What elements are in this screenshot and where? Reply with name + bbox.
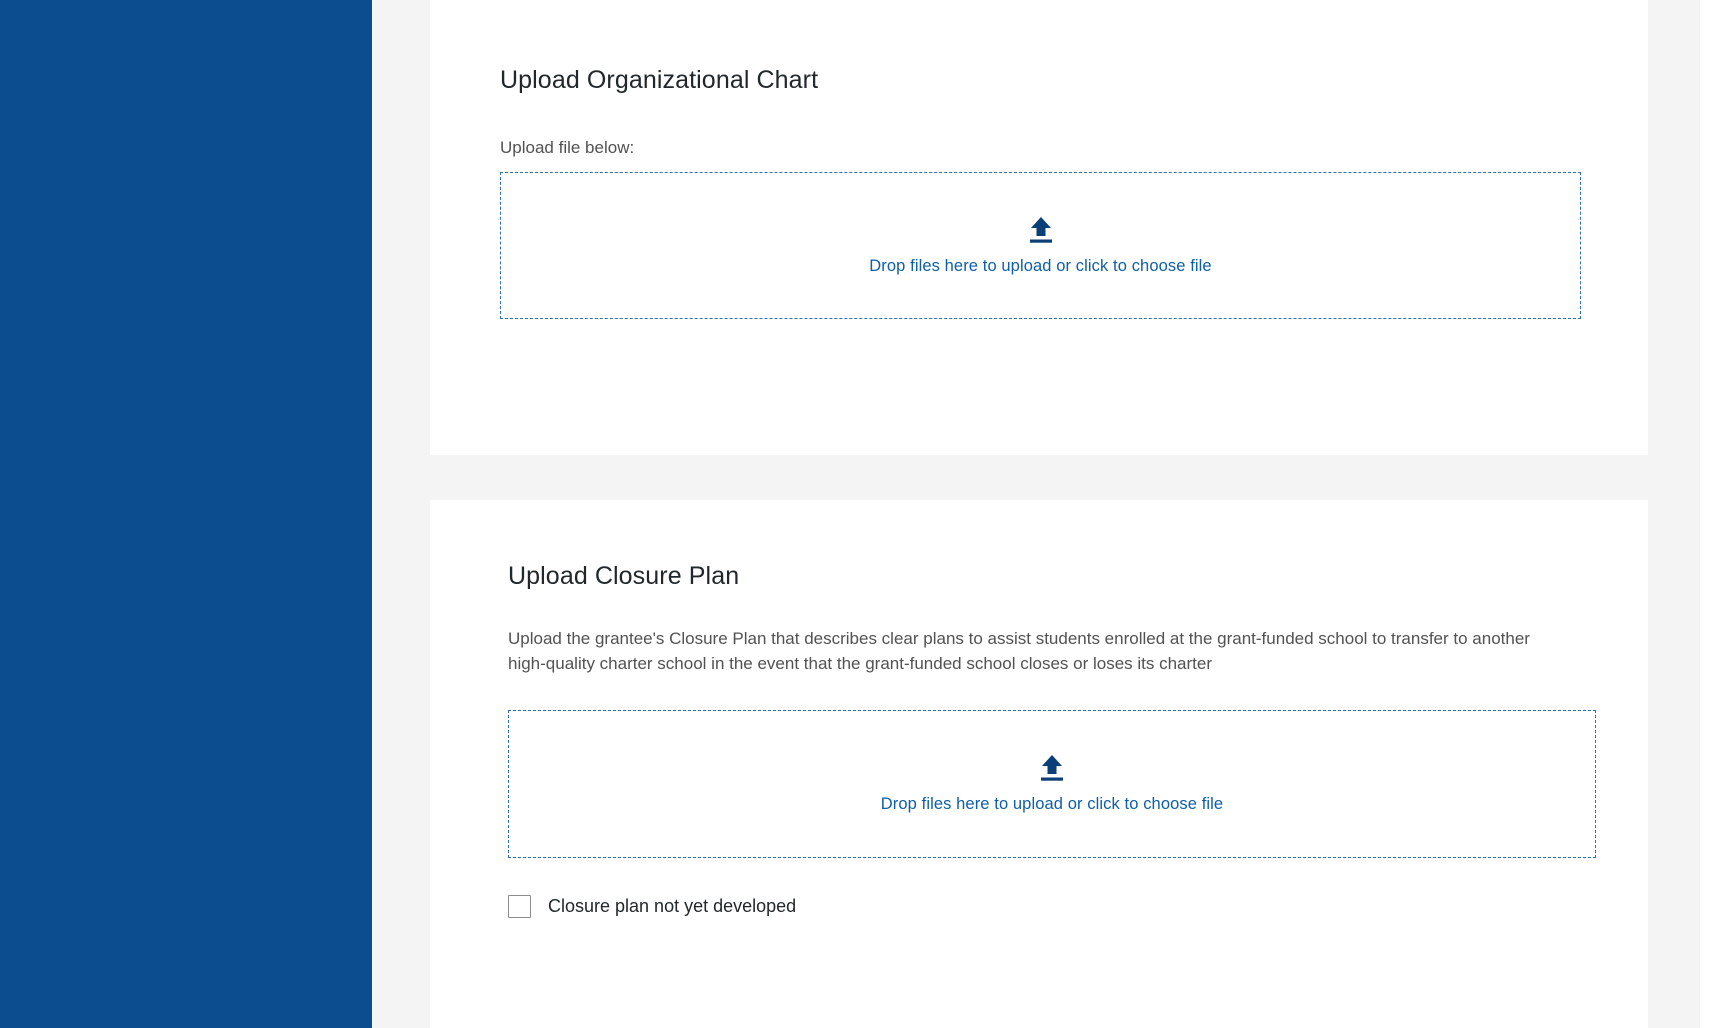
org-chart-dropzone[interactable] xyxy=(500,172,1581,319)
card-divider xyxy=(372,455,1718,500)
closure-plan-dropzone-label: Drop files here to upload or click to choose file xyxy=(880,795,1224,813)
closure-plan-card xyxy=(430,500,1648,1028)
upload-helper-text: Upload file below: xyxy=(500,138,635,157)
closure-plan-title: Upload Closure Plan xyxy=(508,562,740,590)
sidebar-panel xyxy=(0,0,372,1028)
closure-plan-description: Upload the grantee's Closure Plan that describes clear plans to assist students enrolled at the grant-funded school to transfer to another high-quality charter school in the event that the grant-funded school closes or loses its charter xyxy=(508,629,1530,673)
right-gutter xyxy=(1700,0,1718,1028)
closure-plan-dropzone[interactable] xyxy=(508,710,1596,858)
org-chart-dropzone-label: Drop files here to upload or click to choose file xyxy=(869,256,1212,275)
closure-plan-not-developed-label: Closure plan not yet developed xyxy=(548,896,797,916)
checkbox-icon[interactable] xyxy=(508,895,531,918)
page-title: Upload Organizational Chart xyxy=(500,66,819,94)
closure-plan-not-developed-checkbox-row[interactable] xyxy=(508,895,796,918)
upload-icon xyxy=(1024,216,1058,246)
main-content xyxy=(372,0,1718,1028)
organizational-chart-card xyxy=(430,0,1648,455)
upload-icon xyxy=(1035,754,1069,784)
